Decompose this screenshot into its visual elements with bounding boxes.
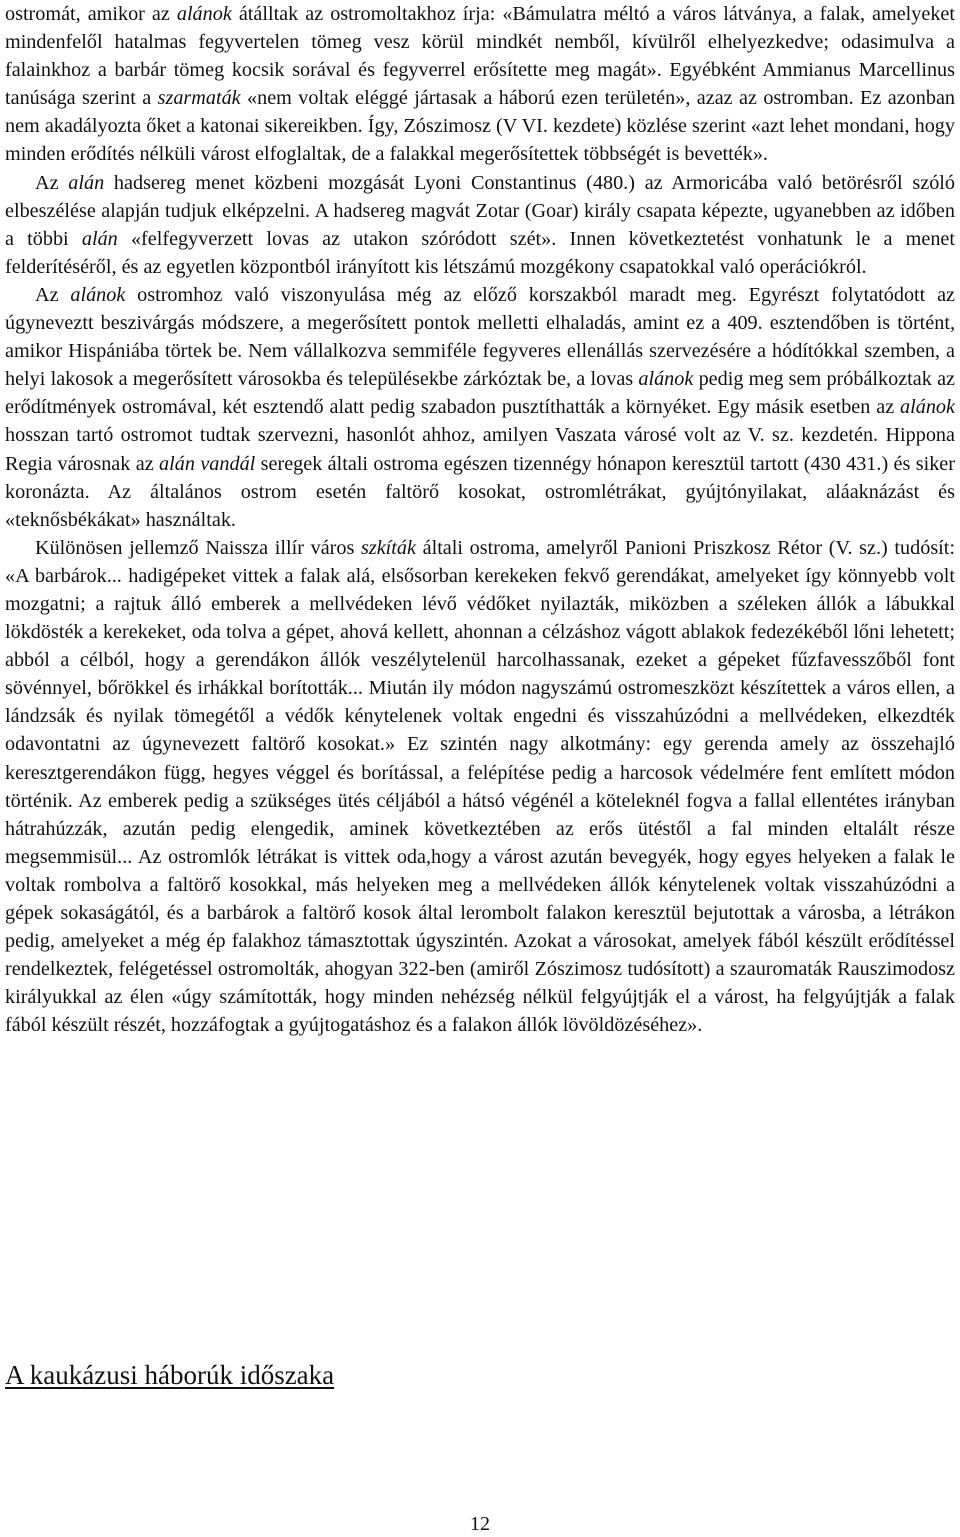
italic-term: alán: [68, 171, 105, 194]
italic-term: alánok: [70, 283, 126, 306]
paragraph-text: «nem voltak eléggé jártasak a háború ezen területén», azaz az ostromban. Ez azonban nem akadályozta őket a katonai sikereikben. Így, Zószimosz (V VI. kezdete) közlése szerint «azt lehet mondani, hogy minden erődítés nélküli várost elfoglaltak, de a falakkal megerősítettek többségét is bevették».: [5, 87, 955, 166]
section-heading: A kaukázusi háborúk időszaka: [5, 1360, 335, 1390]
paragraph: [5, 281, 955, 534]
paragraph-text: átálltak az ostromoltakhoz írja: «Bámulatra méltó a város látványa, a falak, amelyeket mindenfelől hatalmas fegyvertelen tömeg vesz körül mindkét nemből, kívülről elhelyezkedve; odasimulva a falainkhoz a barbár tömeg kocsik sorával és fegyverrel erősítette meg magát». Egyébként Ammianus Marcellinus tanúsága szerint a: [5, 3, 956, 110]
italic-term: alánok: [176, 3, 232, 25]
paragraph-text: «felfegyverzett lovas az utakon szóródott szét». Innen következtetést vonhatunk le a menet felderítéséről, és az egyetlen központból irányított kis létszámú mozgékony csapatokkal való operációkról.: [5, 227, 955, 278]
italic-term: alánok: [900, 396, 955, 419]
paragraph-text: Különösen jellemző Naissza illír város: [35, 536, 361, 559]
paragraph-text: hosszan tartó ostromot tudtak szervezni, hasonlót ahhoz, amilyen Vaszata városé volt az V. sz. kezdetén. Hippona Regia városnak az: [5, 424, 955, 475]
paragraph-text: általi ostroma, amelyről Panioni Priszkosz Rétor (V. sz.) tudósít: «A barbárok... hadigépeket vittek a falak alá, elsősorban kerekeken fekvő gerendákat, amelyeket így könnyebb volt mozgatni; a rajtuk álló emberek a mellvédeken lévő védőket nyilazták, miközben a széleken állók a lábukkal lökdösték a kerekeket, oda tolva a gépet, ahová kellett, ahonnan a célzáshoz vágott ablakok fedezékéből lőni lehetett; abból a célból, hogy a gerendákon állók veszélytelenül harcolhassanak, ezeket a gépeket fűzfavesszőből font sövénnyel, bőrökkel és irhákkal borították... Miután ily módon nagyszámú ostromeszközt készítettek a város ellen, a lándzsák és nyilak tömegétől a védők kénytelenek voltak engedni és visszahúzódni a mellvédeken, elkezdték odavontatni az úgynevezett faltörő kosokat.» Ez szintén nagy alkotmány: egy gerenda amely az összehajló keresztgerendákon függ, hegyes véggel és borítással, a felépítése pedig a harcosok védelmére fent említett módon történik. Az emberek pedig a szükséges ütés céljából a hátsó végénél a köteleknél fogva a fallal ellentétes irányban hátrahúzzák, azután pedig elengedik, aminek következtében az erős ütéstől a fal minden eltalált része megsemmisül... Az ostromlók létrákat is vittek oda,hogy a várost azután bevegyék, hogy egyes helyeken a falak le voltak rombolva a faltörő kosokkal, más helyeken meg a mellvédeken állók kénytelenek voltak visszahúzódni a gépek sokaságától, és a barbárok a faltörő kosok által lerombolt falakon keresztül bejutottak a városba, a létrákon pedig, amelyeket a még ép falakhoz támasztottak úgyszintén. Azokat a városokat, amelyek fából készült erődítéssel rendelkeztek, felégetéssel ostromolták, ahogyan 322-ben (amiről Zószimosz tudósított) a szauromaták Rauszimodosz királyukkal az élen «úgy számították, hogy minden nehézség nélkül felgyújtják el a várost, ha felgyújtják a falak fából készült részét, hozzáfogtak a gyújtogatáshoz és a falakon állók lövöldözéséhez».: [5, 536, 955, 1037]
italic-term: alánok: [638, 368, 694, 391]
italic-term: szkíták: [361, 536, 416, 559]
paragraph-text: Az: [35, 171, 69, 194]
paragraph-text: seregek általi ostroma egészen tizennégy hónapon keresztül tartott (430 431.) és siker koronázta. Az általános ostrom esetén faltörő kosokat, ostromlétrákat, gyújtónyilakat, aláaknázást és «teknősbékákat» használtak.: [5, 452, 955, 531]
paragraph-text: ostromhoz való viszonyulása még az előző korszakból maradt meg. Egyrészt folytatódott az úgyneveztt beszivárgás módszere, a megerősített pontok melletti elhaladás, amint ez a 409. esztendőben is történt, amikor Hispániába törtek be. Nem vállalkozva semmiféle fegyveres ellenállás szervezésére a hódítókkal szemben, a helyi lakosok a megerősített városokba és településekbe zárkóztak be, a lovas: [5, 283, 956, 391]
italic-term: alán: [81, 227, 118, 250]
page-number: 12: [470, 1513, 490, 1535]
paragraph: [5, 534, 955, 1040]
paragraph-text: ostromát, amikor az: [5, 3, 177, 25]
italic-term: szarmaták: [157, 87, 241, 110]
italic-term: alán vandál: [159, 452, 256, 475]
paragraph: [5, 169, 955, 281]
paragraph-text: Az: [35, 283, 71, 306]
paragraph-text: pedig meg sem próbálkoztak az erődítmények ostromával, két esztendő alatt pedig szabadon pusztíthatták a környéket. Egy másik esetben az: [5, 368, 955, 419]
paragraph-text: hadsereg menet közbeni mozgását Lyoni Constantinus (480.) az Armoricába való betörésről szóló elbeszélése alapján tudjuk elképzelni. A hadsereg magvát Zotar (Goar) király csapata képezte, ugyanebben az időben a többi: [5, 171, 955, 250]
paragraph: [5, 0, 955, 169]
document-body: [5, 0, 955, 1039]
